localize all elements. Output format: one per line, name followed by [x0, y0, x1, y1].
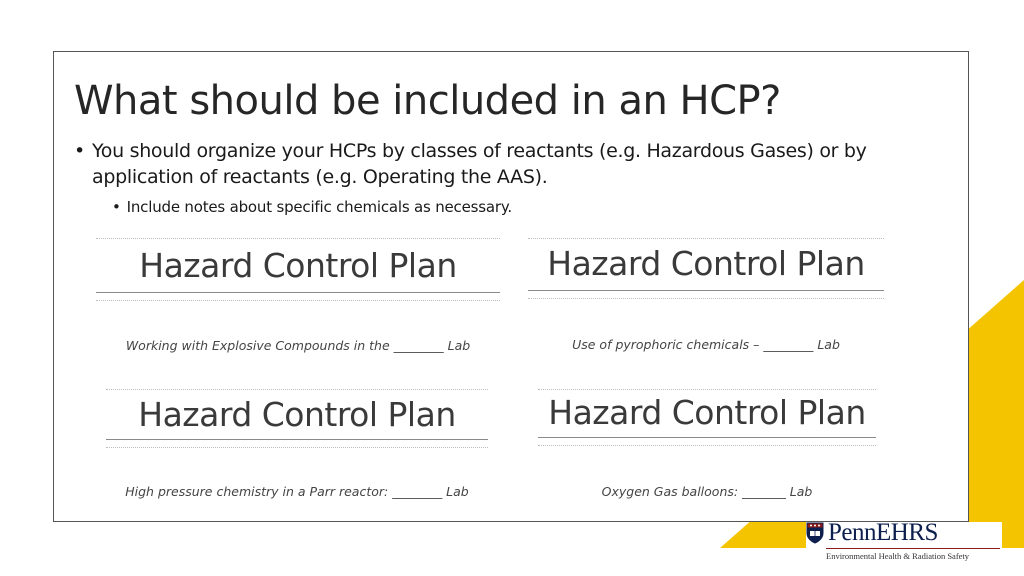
card-caption: Use of pyrophoric chemicals – ________ Lab — [572, 337, 840, 352]
card-divider — [106, 389, 488, 390]
card-divider — [96, 300, 500, 301]
logo-divider — [826, 548, 1000, 549]
bullet-dot: • — [74, 140, 85, 162]
card-divider — [538, 389, 876, 390]
hcp-card-explosive — [96, 238, 500, 358]
penn-shield-icon — [806, 522, 824, 544]
main-bullet-text: You should organize your HCPs by classes of reactants (e.g. Hazardous Gases) or by application of reactants (e.g. Operating the AAS). — [92, 140, 867, 188]
hcp-card-oxygen — [538, 389, 876, 509]
card-caption: High pressure chemistry in a Parr reactor: ________ Lab — [125, 484, 469, 499]
slide-frame — [53, 51, 969, 522]
card-divider — [96, 238, 500, 239]
card-caption: Oxygen Gas balloons: _______ Lab — [601, 484, 813, 499]
card-divider — [538, 437, 876, 438]
card-divider — [538, 445, 876, 446]
card-heading: Hazard Control Plan — [547, 244, 865, 283]
card-heading: Hazard Control Plan — [138, 395, 456, 434]
hcp-card-high-pressure — [106, 389, 488, 509]
logo-tagline: Environmental Health & Radiation Safety — [826, 551, 970, 561]
logo-wordmark: PennEHRS — [828, 519, 938, 546]
card-divider — [528, 290, 884, 291]
card-divider — [528, 298, 884, 299]
hcp-card-pyrophoric — [528, 238, 884, 358]
card-divider — [106, 447, 488, 448]
card-divider — [106, 439, 488, 440]
card-heading: Hazard Control Plan — [139, 246, 457, 285]
sub-bullet-text: Include notes about specific chemicals as necessary. — [126, 198, 512, 216]
sub-bullet — [112, 198, 512, 216]
slide-title: What should be included in an HCP? — [74, 78, 781, 124]
card-divider — [96, 292, 500, 293]
card-caption: Working with Explosive Compounds in the ________ Lab — [125, 338, 471, 353]
penn-ehrs-logo — [806, 519, 1002, 564]
main-bullet — [74, 138, 934, 190]
card-heading: Hazard Control Plan — [548, 393, 866, 432]
sub-bullet-dot: • — [112, 198, 121, 216]
card-divider — [528, 238, 884, 239]
